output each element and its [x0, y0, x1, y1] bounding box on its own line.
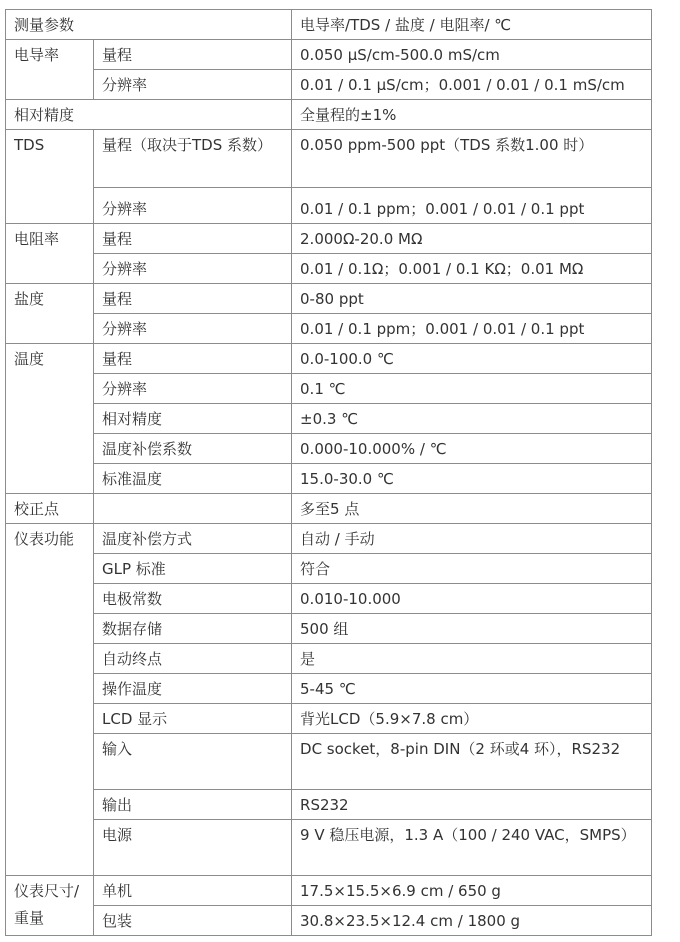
item-cell: 输入	[94, 734, 292, 790]
param-header-value: 电导率/TDS / 盐度 / 电阻率/ ℃	[292, 10, 652, 40]
category-cell: 校正点	[6, 494, 94, 524]
value-cell: 17.5×15.5×6.9 cm / 650 g	[292, 876, 652, 906]
table-row	[6, 70, 652, 100]
item-cell: 分辨率	[94, 188, 292, 224]
value-cell: 0.010-10.000	[292, 584, 652, 614]
category-cell: TDS	[6, 130, 94, 224]
item-cell: LCD 显示	[94, 704, 292, 734]
table-row	[6, 584, 652, 614]
item-cell: 操作温度	[94, 674, 292, 704]
value-cell: 全量程的±1%	[292, 100, 652, 130]
value-cell: 0.050 ppm-500 ppt（TDS 系数1.00 时）	[292, 130, 652, 188]
item-cell: 标准温度	[94, 464, 292, 494]
item-cell: 量程	[94, 344, 292, 374]
table-row	[6, 464, 652, 494]
value-cell: 0.0-100.0 ℃	[292, 344, 652, 374]
table-row	[6, 674, 652, 704]
table-row	[6, 704, 652, 734]
value-cell: 0.000-10.000% / ℃	[292, 434, 652, 464]
item-cell: 数据存储	[94, 614, 292, 644]
item-cell: 分辨率	[94, 314, 292, 344]
item-cell: 输出	[94, 790, 292, 820]
value-cell: 0.01 / 0.1 ppm；0.001 / 0.01 / 0.1 ppt	[292, 188, 652, 224]
item-cell: 分辨率	[94, 374, 292, 404]
table-row	[6, 876, 652, 906]
table-row	[6, 906, 652, 936]
item-cell: 量程	[94, 284, 292, 314]
table-row	[6, 434, 652, 464]
value-cell: 自动 / 手动	[292, 524, 652, 554]
value-cell: 30.8×23.5×12.4 cm / 1800 g	[292, 906, 652, 936]
value-cell: RS232	[292, 790, 652, 820]
table-row	[6, 10, 652, 40]
value-cell: 2.000Ω-20.0 MΩ	[292, 224, 652, 254]
item-cell: 单机	[94, 876, 292, 906]
spec-table	[5, 9, 652, 936]
item-cell: GLP 标准	[94, 554, 292, 584]
category-cell: 电导率	[6, 40, 94, 100]
value-cell: 0-80 ppt	[292, 284, 652, 314]
table-row	[6, 284, 652, 314]
item-cell: 量程	[94, 40, 292, 70]
table-row	[6, 344, 652, 374]
value-cell: 0.1 ℃	[292, 374, 652, 404]
value-cell: ±0.3 ℃	[292, 404, 652, 434]
table-row	[6, 40, 652, 70]
table-row	[6, 254, 652, 284]
table-row	[6, 734, 652, 790]
item-cell: 分辨率	[94, 254, 292, 284]
value-cell: 9 V 稳压电源，1.3 A（100 / 240 VAC，SMPS）	[292, 820, 652, 876]
item-cell: 相对精度	[94, 404, 292, 434]
value-cell: 15.0-30.0 ℃	[292, 464, 652, 494]
value-cell: 500 组	[292, 614, 652, 644]
table-row	[6, 404, 652, 434]
item-cell: 自动终点	[94, 644, 292, 674]
item-cell: 温度补偿方式	[94, 524, 292, 554]
table-row	[6, 188, 652, 224]
table-row	[6, 554, 652, 584]
table-row	[6, 374, 652, 404]
value-cell: 0.01 / 0.1 ppm；0.001 / 0.01 / 0.1 ppt	[292, 314, 652, 344]
table-row	[6, 100, 652, 130]
table-row	[6, 494, 652, 524]
value-cell: 背光LCD（5.9×7.8 cm）	[292, 704, 652, 734]
value-cell: 5-45 ℃	[292, 674, 652, 704]
table-row	[6, 130, 652, 188]
value-cell: 0.01 / 0.1 μS/cm；0.001 / 0.01 / 0.1 mS/cm	[292, 70, 652, 100]
value-cell: DC socket，8-pin DIN（2 环或4 环），RS232	[292, 734, 652, 790]
category-cell: 仪表尺寸/ 重量	[6, 876, 94, 936]
category-cell: 温度	[6, 344, 94, 494]
value-cell: 0.01 / 0.1Ω；0.001 / 0.1 KΩ；0.01 MΩ	[292, 254, 652, 284]
table-row	[6, 644, 652, 674]
category-cell: 相对精度	[6, 100, 292, 130]
table-row	[6, 314, 652, 344]
item-cell: 电极常数	[94, 584, 292, 614]
item-cell: 电源	[94, 820, 292, 876]
table-row	[6, 224, 652, 254]
table-row	[6, 820, 652, 876]
category-cell: 盐度	[6, 284, 94, 344]
param-header-cell: 测量参数	[6, 10, 292, 40]
value-cell: 是	[292, 644, 652, 674]
item-cell: 包装	[94, 906, 292, 936]
value-cell: 符合	[292, 554, 652, 584]
item-cell: 量程	[94, 224, 292, 254]
table-row	[6, 524, 652, 554]
item-cell: 量程（取决于TDS 系数）	[94, 130, 292, 188]
item-cell	[94, 494, 292, 524]
item-cell: 分辨率	[94, 70, 292, 100]
value-cell: 多至5 点	[292, 494, 652, 524]
table-row	[6, 614, 652, 644]
value-cell: 0.050 μS/cm-500.0 mS/cm	[292, 40, 652, 70]
category-cell: 电阻率	[6, 224, 94, 284]
table-row	[6, 790, 652, 820]
item-cell: 温度补偿系数	[94, 434, 292, 464]
category-cell: 仪表功能	[6, 524, 94, 876]
